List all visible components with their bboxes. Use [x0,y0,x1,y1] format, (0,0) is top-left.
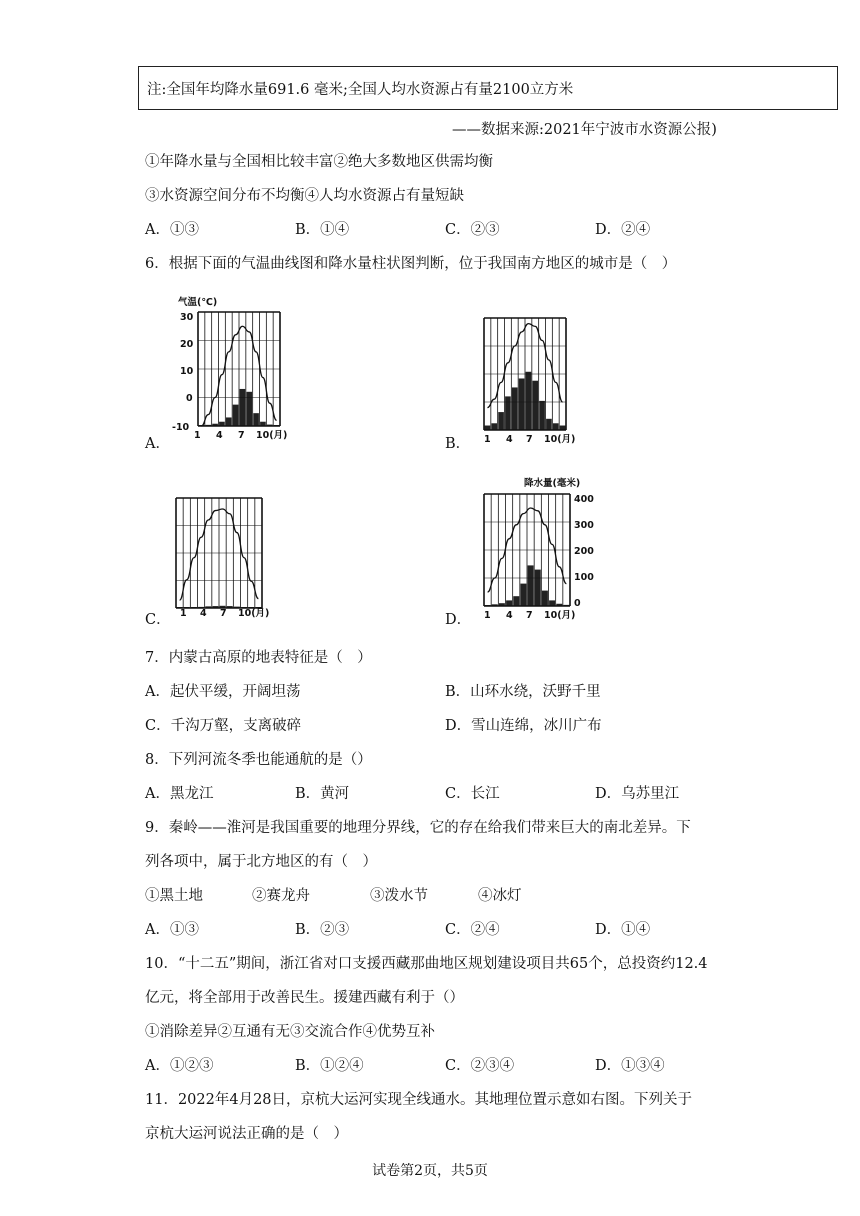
chart-b-xtick: 1 [484,434,491,445]
q10-option-c: C．②③④ [445,1058,515,1074]
q7-option-c: C．千沟万壑，支离破碎 [145,718,302,734]
chart-d-ytick: 0 [574,598,581,609]
chart-a-xtick: 1 [194,430,201,441]
q8-option-d: D．乌苏里江 [595,786,680,802]
q9-item-4: ④冰灯 [478,888,522,904]
q6-label-d: D． [445,612,472,628]
q10-stem-2: 亿元，将全部用于改善民生。援建西藏有利于（） [145,990,464,1006]
chart-a-ytick: -10 [172,422,190,433]
chart-b-precip-bar [519,378,525,430]
q10-option-b: B．①②④ [295,1058,364,1074]
chart-a-precip-bar [226,417,232,426]
chart-b-precip-bar [498,412,504,430]
note-source: ——数据来源:2021年宁波市水资源公报) [452,122,717,138]
chart-a-ylabel: 气温(℃) [178,297,218,308]
q11-stem-2: 京杭大运河说法正确的是（ ） [145,1126,348,1142]
chart-b-xtick: 10(月) [544,434,576,445]
chart-d-ytick: 200 [574,546,594,557]
q7-stem: 7．内蒙古高原的地表特征是（ ） [145,650,372,666]
q10-stem-1: 10．“十二五”期间，浙江省对口支援西藏那曲地区规划建设项目共65个，总投资约12.4 [145,956,708,972]
chart-a-precip-bar [246,392,252,426]
chart-d-xtick: 7 [526,610,533,621]
q10-statements: ①消除差异②互通有无③交流合作④优势互补 [145,1024,435,1040]
chart-a-xtick: 4 [216,430,223,441]
climate-chart-b [472,312,592,446]
q8-option-b: B．黄河 [295,786,350,802]
q9-item-3: ③泼水节 [370,888,428,904]
chart-b-precip-bar [532,381,538,430]
chart-a-precip-bar [233,405,239,426]
q5-statements-2: ③水资源空间分布不均衡④人均水资源占有量短缺 [145,188,464,204]
chart-d-precip-bar [535,570,541,606]
q9-option-b: B．②③ [295,922,350,938]
chart-b-precip-bar [505,396,511,430]
note-text: 注:全国年均降水量691.6 毫米;全国人均水资源占有量2100立方米 [147,82,574,98]
chart-d-precip-bar [506,600,512,606]
q8-option-a: A．黑龙江 [145,786,214,802]
q10-option-d: D．①③④ [595,1058,665,1074]
q9-option-a: A．①③ [145,922,199,938]
q5-option-d: D．②④ [595,222,651,238]
q6-label-a: A． [145,436,170,452]
chart-b-precip-bar [553,423,559,430]
chart-d-ylabel: 降水量(毫米) [524,478,581,489]
climate-chart-c [168,490,288,622]
q5-statements-1: ①年降水量与全国相比较丰富②绝大多数地区供需均衡 [145,154,493,170]
chart-d-precip-bar [520,584,526,606]
chart-a-ytick: 20 [180,339,194,350]
page-footer: 试卷第2页，共5页 [372,1163,488,1179]
chart-c-xtick: 7 [220,608,227,619]
chart-a-ytick: 30 [180,312,194,323]
chart-c-xtick: 1 [180,608,187,619]
chart-d-precip-bar [542,591,548,606]
chart-c-xtick: 4 [200,608,207,619]
chart-a-xtick: 7 [238,430,245,441]
q5-option-b: B．①④ [295,222,350,238]
chart-c-xtick: 10(月) [238,608,270,619]
chart-d-xtick: 4 [506,610,513,621]
q9-stem-2: 列各项中，属于北方地区的有（ ） [145,854,377,870]
q9-stem-1: 9．秦岭——淮河是我国重要的地理分界线，它的存在给我们带来巨大的南北差异。下 [145,820,691,836]
q9-option-d: D．①④ [595,922,651,938]
chart-d-precip-bar [513,596,519,606]
q7-option-b: B．山环水绕，沃野千里 [445,684,601,700]
q6-label-b: B． [445,436,471,452]
chart-a-precip-bar [240,389,246,426]
q9-item-1: ①黑土地 [145,888,203,904]
chart-a-ytick: 0 [186,393,193,404]
q8-option-c: C．长江 [445,786,500,802]
q11-stem-1: 11．2022年4月28日，京杭大运河实现全线通水。其地理位置示意如右图。下列关于 [145,1092,693,1108]
chart-a-precip-bar [253,413,259,426]
chart-d-precip-bar [528,565,534,606]
q6-label-c: C． [145,612,171,628]
chart-b-xtick: 7 [526,434,533,445]
chart-d-precip-bar [549,600,555,606]
chart-b-xtick: 4 [506,434,513,445]
q10-option-a: A．①②③ [145,1058,214,1074]
climate-chart-d [472,474,612,624]
q8-stem: 8．下列河流冬季也能通航的是（） [145,752,372,768]
chart-b-precip-bar [526,372,532,430]
chart-b-precip-bar [546,419,552,430]
chart-d-ytick: 400 [574,494,594,505]
climate-chart-a [170,292,290,442]
q7-option-a: A．起伏平缓，开阔坦荡 [145,684,301,700]
chart-d-ytick: 300 [574,520,594,531]
chart-a-xtick: 10(月) [256,430,288,441]
q5-option-a: A．①③ [145,222,199,238]
q9-option-c: C．②④ [445,922,500,938]
chart-d-ytick: 100 [574,572,594,583]
chart-d-xtick: 1 [484,610,491,621]
chart-a-ytick: 10 [180,366,194,377]
q6-stem: 6．根据下面的气温曲线图和降水量柱状图判断，位于我国南方地区的城市是（ ） [145,256,677,272]
chart-b-precip-bar [539,401,545,430]
q5-option-c: C．②③ [445,222,500,238]
q7-option-d: D．雪山连绵，冰川广布 [445,718,602,734]
chart-b-precip-bar [491,423,497,430]
chart-d-xtick: 10(月) [544,610,576,621]
note-box [138,66,838,110]
chart-b-precip-bar [512,387,518,430]
q9-item-2: ②赛龙舟 [252,888,310,904]
